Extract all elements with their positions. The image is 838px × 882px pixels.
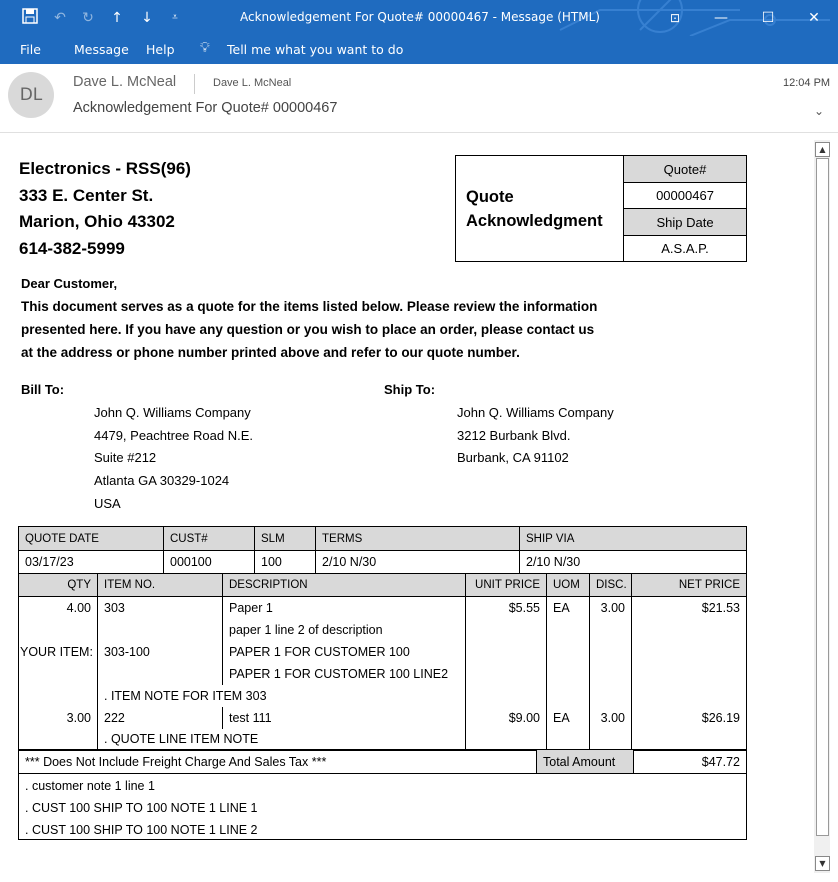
- tab-help[interactable]: Help: [146, 42, 175, 57]
- table-cell: 222: [98, 707, 223, 729]
- quote-number-value: 00000467: [624, 183, 747, 209]
- header-cell: QUOTE DATE: [19, 527, 164, 551]
- company-street: 333 E. Center St.: [19, 186, 154, 205]
- recipient-name[interactable]: Dave L. McNeal: [213, 77, 292, 89]
- ribbon-display-icon[interactable]: ⊡: [669, 11, 681, 25]
- subject: Acknowledgement For Quote# 00000467: [73, 100, 338, 116]
- value-cell: 2/10 N/30: [316, 551, 520, 574]
- table-cell: test 111: [223, 707, 466, 729]
- undo-icon[interactable]: ↶: [54, 10, 66, 26]
- total-value: $47.72: [634, 750, 747, 774]
- scroll-thumb[interactable]: [816, 158, 829, 836]
- ship-to-label: Ship To:: [384, 382, 436, 397]
- table-cell: [19, 685, 98, 707]
- bill-to-line: 4479, Peachtree Road N.E.: [94, 428, 253, 443]
- up-arrow-icon[interactable]: ↑: [111, 10, 123, 26]
- table-row: [19, 663, 747, 685]
- header-cell: DESCRIPTION: [223, 574, 466, 597]
- vertical-scrollbar[interactable]: [814, 140, 830, 873]
- table-cell: 3.00: [19, 707, 98, 729]
- ship-date-value: A.S.A.P.: [624, 235, 747, 261]
- table-cell: $26.19: [632, 707, 747, 729]
- table-cell: [590, 619, 632, 641]
- ship-to-line: John Q. Williams Company: [457, 405, 614, 420]
- table-cell: EA: [547, 597, 590, 619]
- table-cell: [590, 685, 632, 707]
- lightbulb-icon: 💡︎: [200, 40, 210, 56]
- close-button[interactable]: ✕: [808, 10, 820, 26]
- scroll-up-icon[interactable]: ▲: [815, 142, 830, 157]
- table-row: [19, 707, 747, 729]
- window-title: Acknowledgement For Quote# 00000467 - Message (HTML): [240, 10, 600, 24]
- table-cell: $9.00: [466, 707, 547, 729]
- table-cell: $5.55: [466, 597, 547, 619]
- table-cell: [632, 619, 747, 641]
- header-cell: UOM: [547, 574, 590, 597]
- table-cell: Paper 1: [223, 597, 466, 619]
- quote-title: [456, 156, 624, 262]
- divider: [194, 74, 195, 94]
- table-cell: [590, 663, 632, 685]
- chevron-down-icon[interactable]: ⌄: [814, 104, 825, 118]
- value-cell: 2/10 N/30: [520, 551, 747, 574]
- table-cell: YOUR ITEM:: [19, 641, 98, 663]
- quote-box: [455, 155, 747, 262]
- table-cell: [19, 619, 98, 641]
- total-label: Total Amount: [537, 750, 634, 774]
- table-row: [19, 619, 747, 641]
- avatar[interactable]: DL: [8, 72, 54, 118]
- table-cell: [547, 663, 590, 685]
- table-cell: [547, 729, 590, 751]
- table-cell: [98, 663, 223, 685]
- redo-icon[interactable]: ↻: [82, 10, 94, 26]
- table-row: [19, 597, 747, 619]
- line-items-body: [19, 597, 747, 751]
- header-cell: CUST#: [164, 527, 255, 551]
- value-cell: 100: [255, 551, 316, 574]
- table-cell: . ITEM NOTE FOR ITEM 303: [98, 685, 466, 707]
- table-cell: PAPER 1 FOR CUSTOMER 100: [223, 641, 466, 663]
- ship-to-line: 3212 Burbank Blvd.: [457, 428, 571, 443]
- bill-to-label: Bill To:: [21, 382, 65, 397]
- freight-note: *** Does Not Include Freight Charge And Sales Tax ***: [19, 750, 537, 774]
- header-cell: SLM: [255, 527, 316, 551]
- down-arrow-icon[interactable]: ↓: [141, 10, 153, 26]
- table-cell: 3.00: [590, 597, 632, 619]
- tab-message[interactable]: Message: [74, 42, 129, 57]
- header-cell: NET PRICE: [632, 574, 747, 597]
- table-cell: [632, 641, 747, 663]
- header-cell: SHIP VIA: [520, 527, 747, 551]
- table-cell: [19, 729, 98, 751]
- header-cell: UNIT PRICE: [466, 574, 547, 597]
- notes-box: [18, 773, 747, 840]
- greeting: Dear Customer,: [21, 276, 118, 291]
- letter-line-3: at the address or phone number printed above and refer to our quote number.: [21, 345, 520, 360]
- table-cell: [547, 685, 590, 707]
- header-cell: QTY: [19, 574, 98, 597]
- table-cell: [19, 663, 98, 685]
- company-city: Marion, Ohio 43302: [19, 212, 175, 231]
- quote-title-line1: Quote: [466, 187, 514, 206]
- header-cell: TERMS: [316, 527, 520, 551]
- table-cell: [590, 641, 632, 663]
- value-cell: 03/17/23: [19, 551, 164, 574]
- line-items-table: [18, 573, 747, 751]
- table-cell: [98, 619, 223, 641]
- bill-to-line: USA: [94, 496, 121, 511]
- totals-table: [18, 749, 747, 774]
- table-cell: [547, 619, 590, 641]
- table-cell: [632, 685, 747, 707]
- table-cell: [466, 641, 547, 663]
- table-cell: [547, 641, 590, 663]
- ship-date-label: Ship Date: [624, 209, 747, 235]
- table-row: [19, 685, 747, 707]
- note-line: . CUST 100 SHIP TO 100 NOTE 1 LINE 1: [25, 801, 258, 815]
- table-cell: [466, 619, 547, 641]
- time-sent: 12:04 PM: [783, 77, 831, 89]
- company-name: Electronics - RSS(96): [19, 159, 191, 178]
- letter-line-1: This document serves as a quote for the items listed below. Please review the information: [21, 299, 598, 314]
- note-line: . customer note 1 line 1: [25, 779, 155, 793]
- table-row: [19, 729, 747, 751]
- table-row: [19, 641, 747, 663]
- ship-to-line: Burbank, CA 91102: [457, 450, 569, 465]
- table-cell: [632, 729, 747, 751]
- header-cell: DISC.: [590, 574, 632, 597]
- bill-to-line: John Q. Williams Company: [94, 405, 251, 420]
- maximize-button[interactable]: ☐: [761, 10, 775, 26]
- table-cell: [466, 729, 547, 751]
- table-cell: $21.53: [632, 597, 747, 619]
- quote-title-line2: Acknowledgment: [466, 211, 603, 230]
- save-icon[interactable]: [20, 8, 40, 28]
- company-phone: 614-382-5999: [19, 239, 125, 258]
- sender-name[interactable]: Dave L. McNeal: [73, 74, 177, 90]
- table-cell: 3.00: [590, 707, 632, 729]
- minimize-button[interactable]: —: [714, 10, 728, 26]
- tab-file[interactable]: File: [20, 42, 41, 57]
- bill-to-line: Suite #212: [94, 450, 157, 465]
- table-cell: [466, 663, 547, 685]
- table-cell: [590, 729, 632, 751]
- scroll-down-icon[interactable]: ▼: [815, 856, 830, 871]
- table-cell: [632, 663, 747, 685]
- note-line: . CUST 100 SHIP TO 100 NOTE 1 LINE 2: [25, 823, 258, 837]
- bill-to-line: Atlanta GA 30329-1024: [94, 473, 230, 488]
- order-info-table: [18, 526, 747, 574]
- table-cell: EA: [547, 707, 590, 729]
- customize-toolbar-icon[interactable]: ⩡: [172, 12, 178, 23]
- table-cell: PAPER 1 FOR CUSTOMER 100 LINE2: [223, 663, 466, 685]
- table-cell: . QUOTE LINE ITEM NOTE: [98, 729, 466, 751]
- quote-number-label: Quote#: [624, 156, 747, 183]
- table-cell: 303-100: [98, 641, 223, 663]
- value-cell: 000100: [164, 551, 255, 574]
- tell-me-box[interactable]: Tell me what you want to do: [227, 42, 404, 57]
- letter-line-2: presented here. If you have any question or you wish to place an order, please contact us: [21, 322, 595, 337]
- header-cell: ITEM NO.: [98, 574, 223, 597]
- title-bar: [0, 0, 838, 36]
- message-header: [0, 64, 838, 133]
- table-cell: 303: [98, 597, 223, 619]
- ribbon-tabs: [0, 36, 838, 64]
- table-cell: paper 1 line 2 of description: [223, 619, 466, 641]
- table-cell: [466, 685, 547, 707]
- table-cell: 4.00: [19, 597, 98, 619]
